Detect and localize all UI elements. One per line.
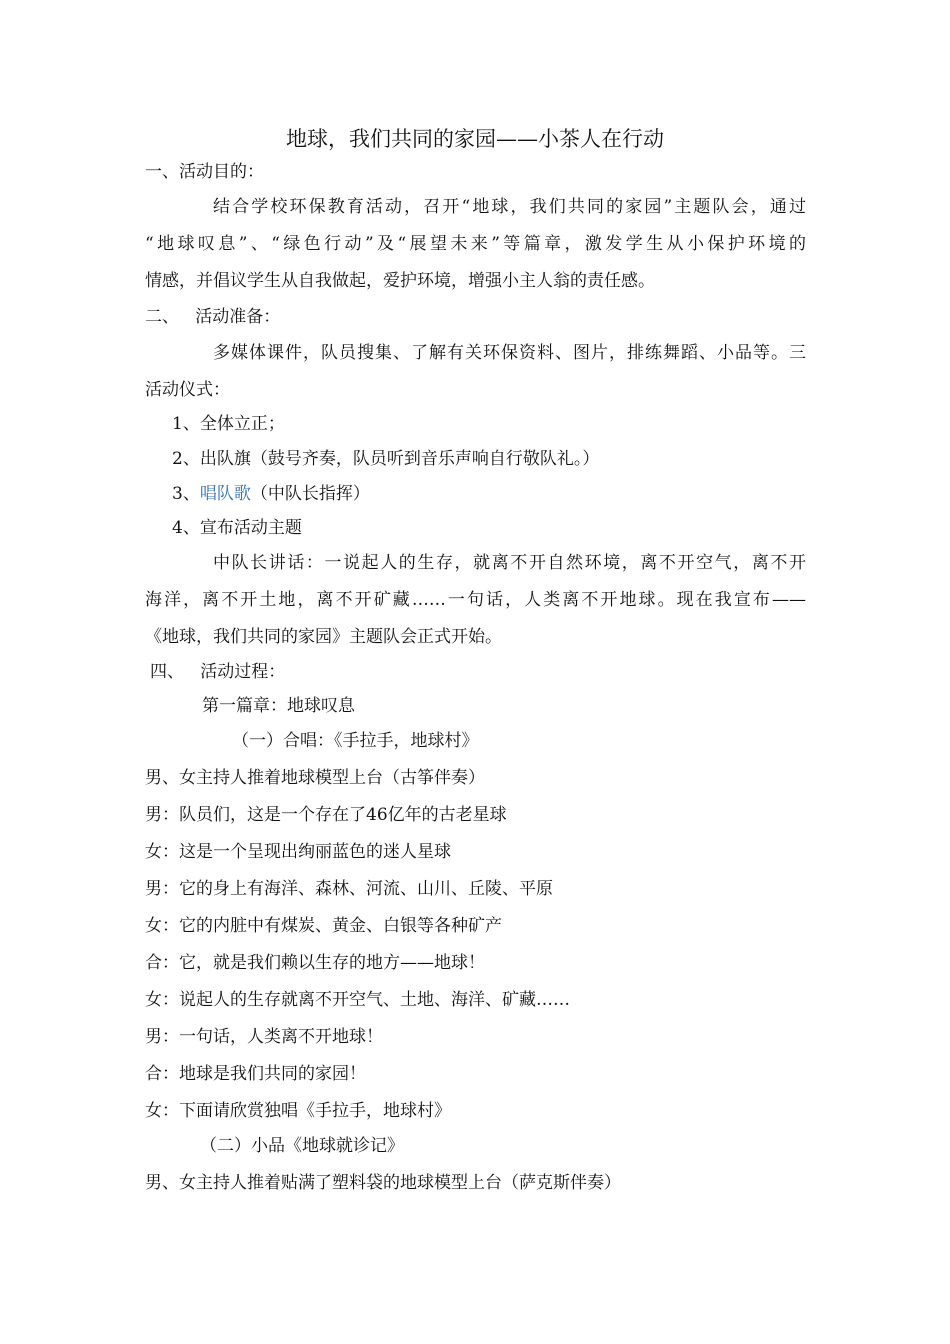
dialogue-line: 女：下面请欣赏独唱《手拉手，地球村》 <box>145 1101 451 1121</box>
paragraph-line: 情感，并倡议学生从自我做起，爱护环境，增强小主人翁的责任感。 <box>145 271 655 291</box>
ceremony-item-text: （中队长指挥） <box>250 484 370 504</box>
paragraph-line: 结合学校环保教育活动，召开“地球，我们共同的家园”主题队会，通过 <box>213 197 806 217</box>
part-heading: （一）合唱：《手拉手，地球村》 <box>232 731 479 751</box>
dialogue-line: 男、女主持人推着地球模型上台（古筝伴奏） <box>145 768 485 788</box>
dialogue-line: 合：地球是我们共同的家园！ <box>145 1064 366 1084</box>
paragraph-line: 海洋，离不开土地，离不开矿藏……一句话，人类离不开地球。现在我宣布—— <box>145 590 806 610</box>
dialogue-line: 女：它的内脏中有煤炭、黄金、白银等各种矿产 <box>145 916 502 936</box>
dialogue-line: 女：这是一个呈现出绚丽蓝色的迷人星球 <box>145 842 451 862</box>
document-title: 地球，我们共同的家园——小茶人在行动 <box>286 127 664 151</box>
ceremony-item: 2、出队旗（鼓号齐奏，队员听到音乐声响自行敬队礼。） <box>172 449 600 469</box>
section-heading-process: 四、 活动过程： <box>150 662 286 682</box>
paragraph-line: 多媒体课件，队员搜集、了解有关环保资料、图片，排练舞蹈、小品等。三 <box>213 343 806 363</box>
dialogue-line: 男：队员们，这是一个存在了46亿年的古老星球 <box>145 805 507 825</box>
chapter-heading: 第一篇章：地球叹息 <box>202 696 355 716</box>
dialogue-line: 男：它的身上有海洋、森林、河流、山川、丘陵、平原 <box>145 879 553 899</box>
ceremony-item: 4、宣布活动主题 <box>172 518 302 538</box>
dialogue-line: 女：说起人的生存就离不开空气、土地、海洋、矿藏…… <box>145 990 570 1010</box>
dialogue-line: 合：它，就是我们赖以生存的地方——地球！ <box>145 953 485 973</box>
section-heading-purpose: 一、活动目的： <box>145 162 264 182</box>
part-heading: （二）小品《地球就诊记》 <box>200 1136 404 1156</box>
paragraph-line: 活动仪式： <box>145 380 230 400</box>
team-song-link[interactable]: 唱队歌 <box>199 484 251 504</box>
paragraph-line: “地球叹息”、“绿色行动”及“展望未来”等篇章，激发学生从小保护环境的 <box>145 234 806 254</box>
paragraph-line: 中队长讲话：一说起人的生存，就离不开自然环境，离不开空气，离不开 <box>213 553 806 573</box>
ceremony-item: 1、全体立正； <box>172 414 285 434</box>
paragraph-line: 《地球，我们共同的家园》主题队会正式开始。 <box>145 627 502 647</box>
dialogue-line: 男、女主持人推着贴满了塑料袋的地球模型上台（萨克斯伴奏） <box>145 1173 621 1193</box>
ceremony-item-number: 3、 <box>172 484 200 504</box>
dialogue-line: 男：一句话，人类离不开地球！ <box>145 1027 383 1047</box>
section-heading-preparation: 二、 活动准备： <box>145 307 281 327</box>
ceremony-item <box>172 482 370 506</box>
